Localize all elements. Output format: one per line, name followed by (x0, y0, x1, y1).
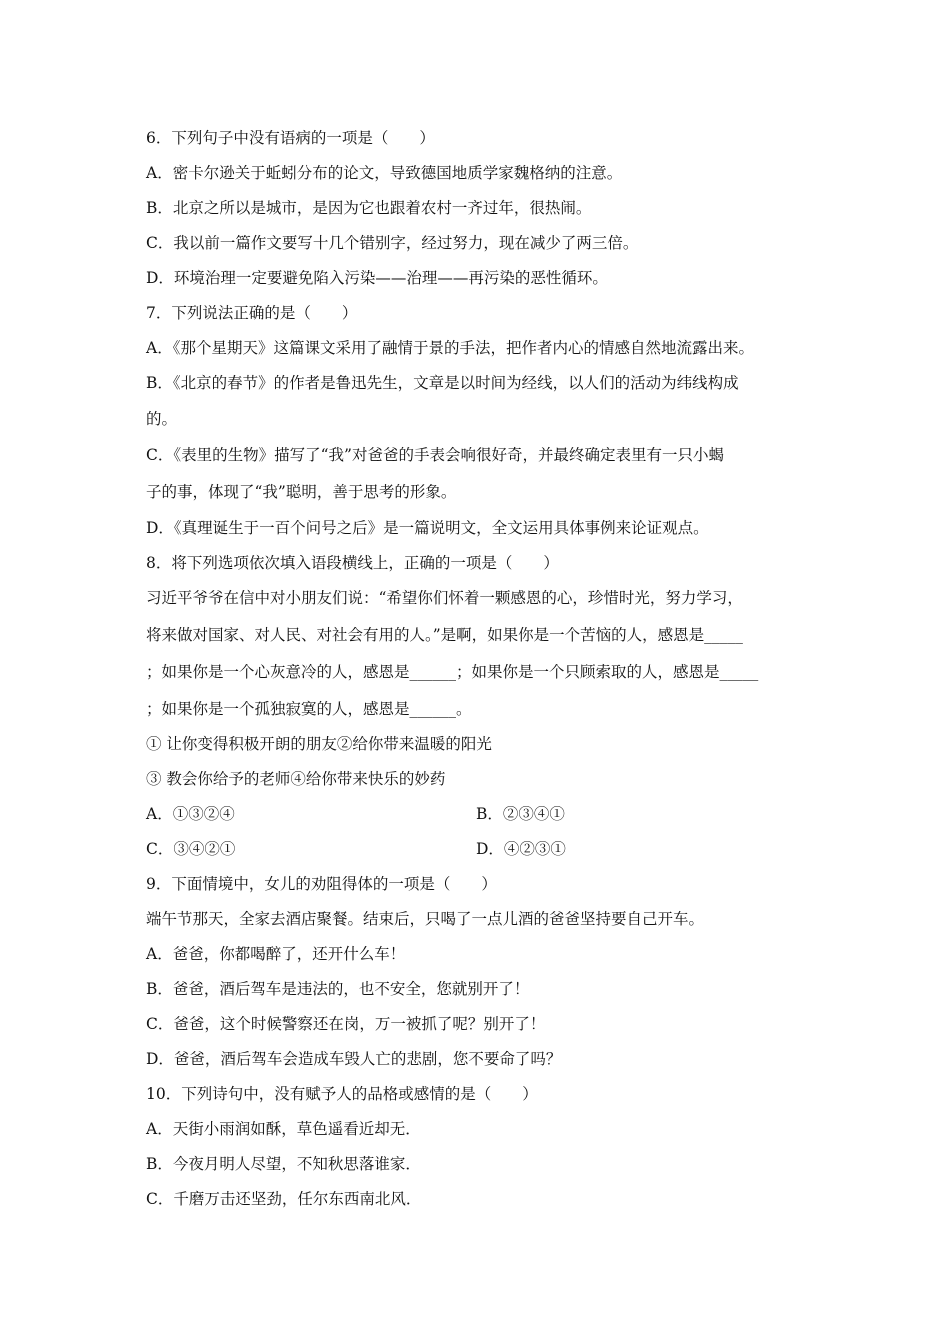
question-7-option-d: D．《真理诞生于一百个问号之后》是一篇说明文，全文运用具体事例来论证观点。 (146, 519, 709, 537)
question-6-stem: 6．下列句子中没有语病的一项是（ ） (146, 129, 435, 147)
question-6-option-d: D．环境治理一定要避免陷入污染——治理——再污染的恶性循环。 (146, 269, 608, 287)
question-8-passage-line4: ；如果你是一个孤独寂寞的人，感恩是______。 (146, 700, 472, 718)
question-9-option-d: D．爸爸，酒后驾车会造成车毁人亡的悲剧，您不要命了吗？ (146, 1050, 562, 1068)
question-8-option-d: D．④②③① (476, 840, 566, 858)
question-8-option-b: B．②③④① (476, 805, 565, 823)
question-8-passage-line1: 习近平爷爷在信中对小朋友们说：“希望你们怀着一颗感恩的心，珍惜时光，努力学习， (146, 589, 743, 607)
question-10-option-c: C．千磨万击还坚劲，任尔东西南北风． (146, 1190, 422, 1208)
question-8-items-line2: ③ 教会你给予的老师④给你带来快乐的妙药 (146, 770, 446, 788)
question-6-option-c: C．我以前一篇作文要写十几个错别字，经过努力，现在减少了两三倍。 (146, 234, 639, 252)
question-7-option-b-line2: 的。 (146, 410, 178, 428)
question-8-option-a: A．①③②④ (146, 805, 235, 823)
question-7-option-a: A．《那个星期天》这篇课文采用了融情于景的手法，把作者内心的情感自然地流露出来。 (146, 339, 754, 357)
question-7-stem: 7．下列说法正确的是（ ） (146, 304, 358, 322)
question-10-option-a: A．天街小雨润如酥，草色遥看近却无． (146, 1120, 421, 1138)
question-8-items-line1: ① 让你变得积极开朗的朋友②给你带来温暖的阳光 (146, 735, 492, 753)
question-8-passage-line3: ；如果你是一个心灰意冷的人，感恩是______；如果你是一个只顾索取的人，感恩是_____ (146, 663, 759, 681)
question-10-option-b: B．今夜月明人尽望，不知秋思落谁家． (146, 1155, 421, 1173)
question-9-stem: 9．下面情境中，女儿的劝阻得体的一项是（ ） (146, 875, 497, 893)
question-6-option-b: B．北京之所以是城市，是因为它也跟着农村一齐过年，很热闹。 (146, 199, 592, 217)
question-9-option-b: B．爸爸，酒后驾车是违法的，也不安全，您就别开了！ (146, 980, 530, 998)
question-9-option-a: A．爸爸，你都喝醉了，还开什么车！ (146, 945, 406, 963)
question-9-context: 端午节那天，全家去酒店聚餐。结束后，只喝了一点儿酒的爸爸坚持要自己开车。 (146, 910, 705, 928)
question-10-stem: 10．下列诗句中，没有赋予人的品格或感情的是（ ） (146, 1085, 538, 1103)
question-9-option-c: C．爸爸，这个时候警察还在岗，万一被抓了呢？别开了！ (146, 1015, 546, 1033)
question-7-option-b-line1: B．《北京的春节》的作者是鲁迅先生，文章是以时间为经线，以人们的活动为纬线构成 (146, 374, 739, 392)
question-8-passage-line2: 将来做对国家、对人民、对社会有用的人。”是啊，如果你是一个苦恼的人，感恩是_____ (146, 626, 743, 644)
question-6-option-a: A．密卡尔逊关于蚯蚓分布的论文，导致德国地质学家魏格纳的注意。 (146, 164, 623, 182)
question-8-option-c: C．③④②① (146, 840, 236, 858)
question-7-option-c-line1: C．《表里的生物》描写了“我”对爸爸的手表会响很好奇，并最终确定表里有一只小蝎 (146, 446, 724, 464)
question-7-option-c-line2: 子的事，体现了“我”聪明，善于思考的形象。 (146, 483, 457, 501)
question-8-stem: 8．将下列选项依次填入语段横线上，正确的一项是（ ） (146, 554, 559, 572)
